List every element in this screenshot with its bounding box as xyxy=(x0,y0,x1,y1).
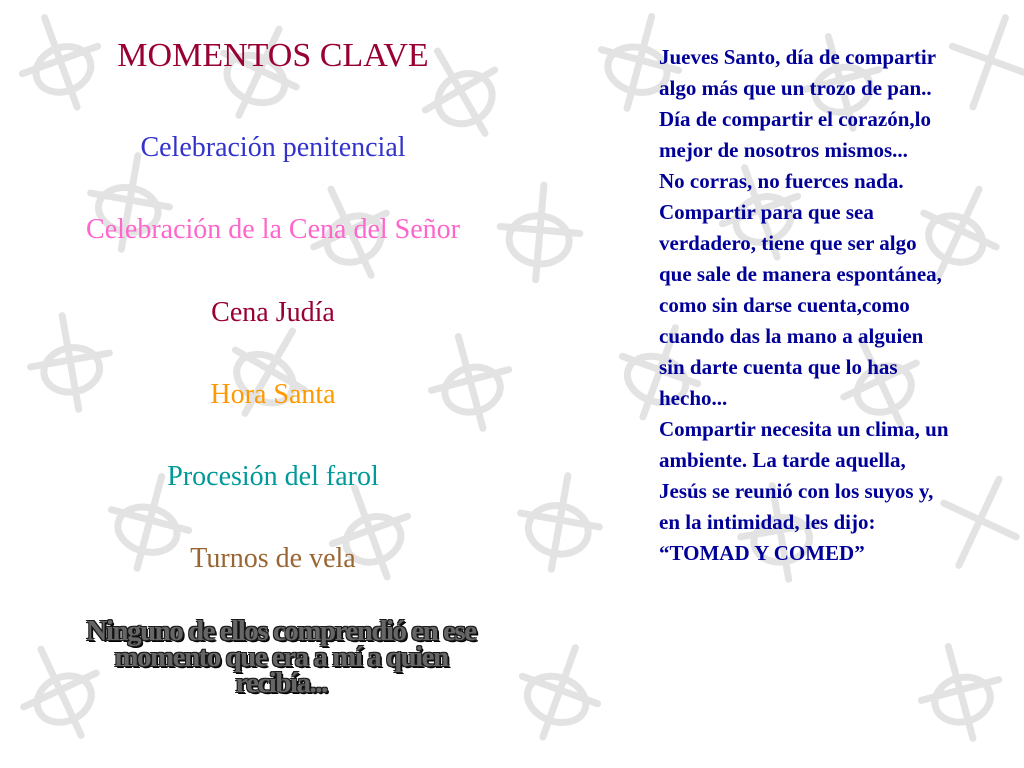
reflection-paragraph: Día de compartir el corazón,lo mejor de nosotros mismos... xyxy=(659,107,931,162)
reflection-paragraph: No corras, no fuerces nada. xyxy=(659,169,904,193)
reflection-text xyxy=(659,42,949,569)
outlined-quote: Ninguno de ellos comprendió en ese momento que era a mí a quien recibía... xyxy=(86,615,476,699)
moment-item: Hora Santa xyxy=(210,379,336,410)
moment-item: Celebración de la Cena del Señor xyxy=(86,214,460,245)
moment-item: Cena Judía xyxy=(211,297,335,328)
reflection-paragraph: Compartir necesita un clima, un ambiente. La tarde aquella, Jesús se reunió con los suyos y, en la intimidad, les dijo: “TOMAD Y COMED” xyxy=(659,417,949,565)
moment-item: Turnos de vela xyxy=(190,543,356,574)
cross-motif xyxy=(512,469,607,576)
cross-motif xyxy=(496,182,584,284)
cross-motif xyxy=(910,636,1012,748)
moment-item: Procesión del farol xyxy=(167,461,379,492)
moment-item: Celebración penitencial xyxy=(140,132,406,163)
reflection-paragraph: Jueves Santo, día de compartir algo más que un trozo de pan.. xyxy=(659,45,936,100)
slide-title: MOMENTOS CLAVE xyxy=(117,37,429,74)
cross-motif xyxy=(505,634,613,751)
reflection-paragraph: Compartir para que sea verdadero, tiene que ser algo que sale de manera espontánea, como sin darse cuenta,como cuando das la mano a alguien sin darte cuenta que lo has hecho... xyxy=(659,200,942,410)
